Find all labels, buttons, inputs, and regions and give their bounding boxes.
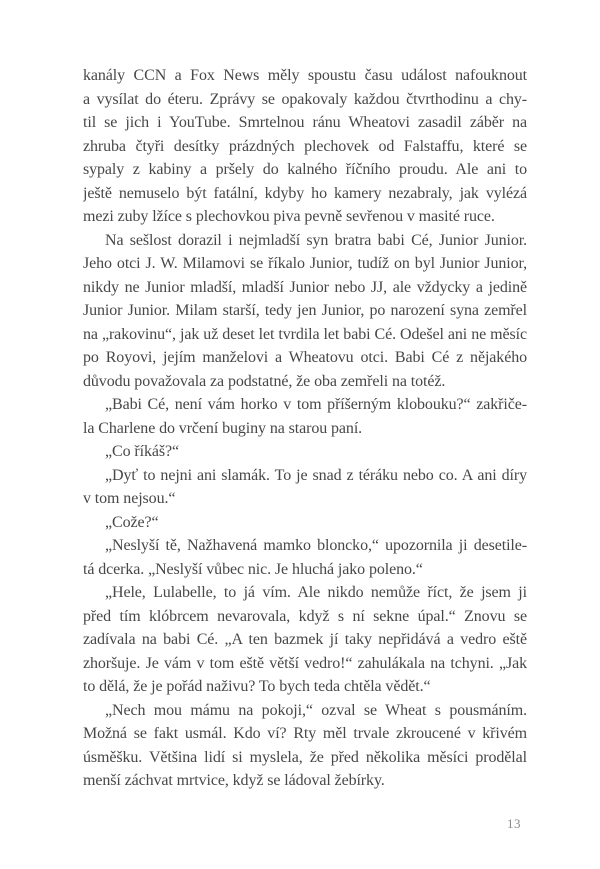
text-line: ještě nemuselo být fatální, kdyby ho kamery nezabraly, jak vylézá — [83, 184, 527, 202]
text-line: „Hele, Lulabelle, to já vím. Ale nikdo nemůže říct, že jsem ji — [105, 584, 527, 601]
text-line: zhoršuje. Je vám v tom eště větší vedro!“ zahulákala na tchyni. „Jak — [83, 654, 527, 672]
text-line: Junior Junior. Milam starší, tedy jen Junior, po narození syna zemřel — [83, 302, 527, 319]
text-line: „Neslyší tě, Nažhavená mamko bloncko,“ upozornila ji desetile- — [105, 537, 527, 554]
text-line: sypaly z kabiny a pršely do kalného říčního proudu. Ale ani to — [83, 161, 527, 178]
text-line: la Charlene do vrčení buginy na starou paní. — [83, 419, 363, 437]
text-line: „Dyť to nejni ani slamák. To je snad z téráku nebo co. A ani díry — [105, 466, 527, 484]
text-line: nikdy ne Junior mladší, mladší Junior nebo JJ, ale vždycky a jedině — [83, 278, 527, 296]
text-line: po Royovi, jejím manželovi a Wheatovu otci. Babi Cé z nějakého — [83, 349, 527, 366]
text-line: Možná se fakt usmál. Kdo ví? Rty měl trvale zkroucené v křivém — [83, 725, 527, 742]
text-line: důvodu považovala za podstatné, že oba zemřeli na totéž. — [83, 372, 446, 390]
text-line: „Nech mou mámu na pokoji,“ ozval se Wheat s pousmáním. — [105, 701, 527, 719]
page-number: 13 — [507, 816, 521, 831]
text-line: tá dcerka. „Neslyší vůbec nic. Je hluchá jako poleno.“ — [83, 560, 423, 578]
text-line: to dělá, že je pořád naživu? To bych teda chtěla vědět.“ — [83, 678, 431, 695]
text-line: Jeho otci J. W. Milamovi se říkalo Junior, tudíž on byl Junior Junior, — [83, 255, 527, 272]
text-line: v tom nejsou.“ — [83, 490, 176, 507]
text-block — [83, 64, 527, 793]
text-line: na „rakovinu“, jak už deset let tvrdila let babi Cé. Odešel ani ne měsíc — [83, 325, 527, 343]
text-line: zhruba čtyři desítky prázdných plechovek od Falstaffu, které se — [83, 137, 527, 155]
text-line: před tím klóbrcem nevarovala, když s ní sekne úpal.“ Znovu se — [83, 607, 527, 625]
text-line: til se jich i YouTube. Smrtelnou ránu Wheatovi zasadil záběr na — [83, 114, 527, 131]
text-line: „Babi Cé, není vám horko v tom příšerným klobouku?“ zakřiče- — [105, 396, 527, 413]
text-line: úsměšku. Většina lidí si myslela, že před několika měsíci prodělal — [83, 748, 527, 766]
text-line: menší záchvat mrtvice, když se ládoval žebírky. — [83, 772, 385, 789]
text-line: „Co říkáš?“ — [105, 443, 179, 460]
text-line: Na sešlost dorazil i nejmladší syn bratra babi Cé, Junior Junior. — [105, 231, 527, 249]
text-line: kanály CCN a Fox News měly spoustu času událost nafouknout — [83, 67, 527, 84]
text-line: a vysílat do éteru. Zprávy se opakovaly každou čtvrthodinu a chy- — [83, 90, 527, 108]
text-line: „Cože?“ — [105, 513, 159, 531]
text-line: mezi zuby lžíce s plechovkou piva pevně sevřenou v masité ruce. — [83, 208, 495, 225]
text-line: zadívala na babi Cé. „A ten bazmek jí taky nepřidává a vedro eště — [83, 631, 527, 648]
